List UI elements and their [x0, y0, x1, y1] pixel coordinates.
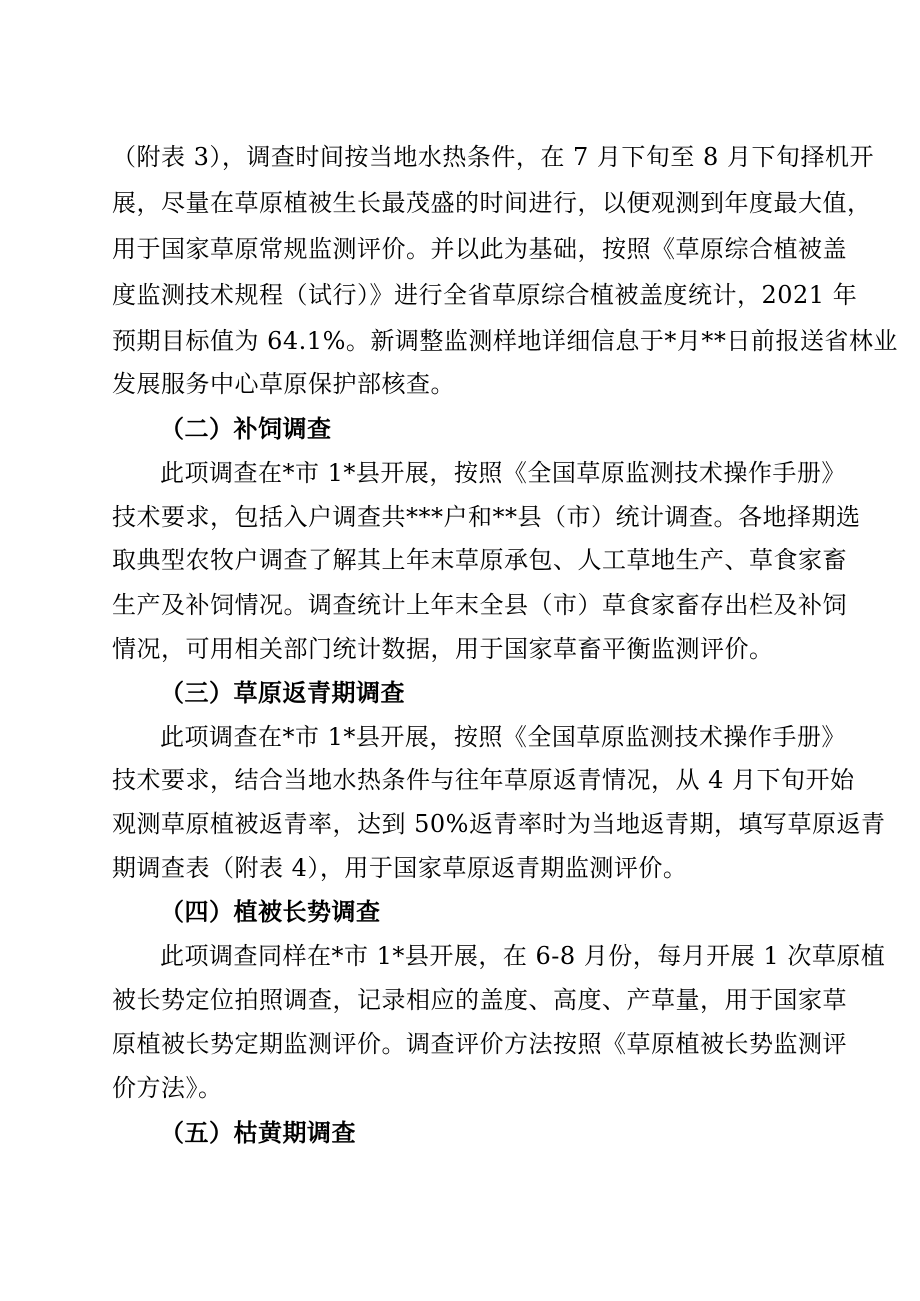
section-heading-supplementary-feeding: （二）补饲调查 — [160, 414, 332, 443]
paragraph-line: （附表 3），调查时间按当地水热条件，在 7 月下旬至 8 月下旬择机开 — [112, 143, 874, 171]
paragraph-line: 技术要求，结合当地水热条件与往年草原返青情况，从 4 月下旬开始 — [112, 766, 855, 794]
paragraph-line: 展，尽量在草原植被生长最茂盛的时间进行，以便观测到年度最大值， — [112, 189, 872, 217]
section-heading-greening-period: （三）草原返青期调查 — [160, 678, 405, 707]
paragraph-line: 用于国家草原常规监测评价。并以此为基础，按照《草原综合植被盖 — [112, 235, 847, 263]
paragraph-line: 技术要求，包括入户调查共***户和**县（市）统计调查。各地择期选 — [112, 503, 861, 531]
paragraph-line: 期调查表（附表 4），用于国家草原返青期监测评价。 — [112, 854, 688, 882]
paragraph-line: 此项调查在*市 1*县开展，按照《全国草原监测技术操作手册》 — [160, 723, 846, 751]
paragraph-line: 被长势定位拍照调查，记录相应的盖度、高度、产草量，用于国家草 — [112, 986, 847, 1014]
paragraph-line: 取典型农牧户调查了解其上年末草原承包、人工草地生产、草食家畜 — [112, 546, 847, 574]
paragraph-line: 观测草原植被返青率，达到 50%返青率时为当地返青期，填写草原返青 — [112, 810, 886, 838]
paragraph-line: 度监测技术规程（试行）》进行全省草原综合植被盖度统计，2021 年 — [112, 281, 858, 309]
paragraph-line: 生产及补饲情况。调查统计上年末全县（市）草食家畜存出栏及补饲 — [112, 591, 847, 619]
paragraph-line: 情况，可用相关部门统计数据，用于国家草畜平衡监测评价。 — [112, 635, 774, 663]
paragraph-line: 价方法》。 — [112, 1074, 223, 1102]
paragraph-line: 发展服务中心草原保护部核查。 — [112, 370, 455, 398]
paragraph-line: 此项调查同样在*市 1*县开展，在 6-8 月份，每月开展 1 次草原植 — [160, 942, 886, 970]
paragraph-line: 预期目标值为 64.1%。新调整监测样地详细信息于*月**日前报送省林业 — [112, 327, 898, 355]
section-heading-vegetation-growth: （四）植被长势调查 — [160, 897, 381, 926]
section-heading-withering-period: （五）枯黄期调查 — [160, 1118, 356, 1147]
paragraph-line: 此项调查在*市 1*县开展，按照《全国草原监测技术操作手册》 — [160, 459, 846, 487]
paragraph-line: 原植被长势定期监测评价。调查评价方法按照《草原植被长势监测评 — [112, 1030, 847, 1058]
